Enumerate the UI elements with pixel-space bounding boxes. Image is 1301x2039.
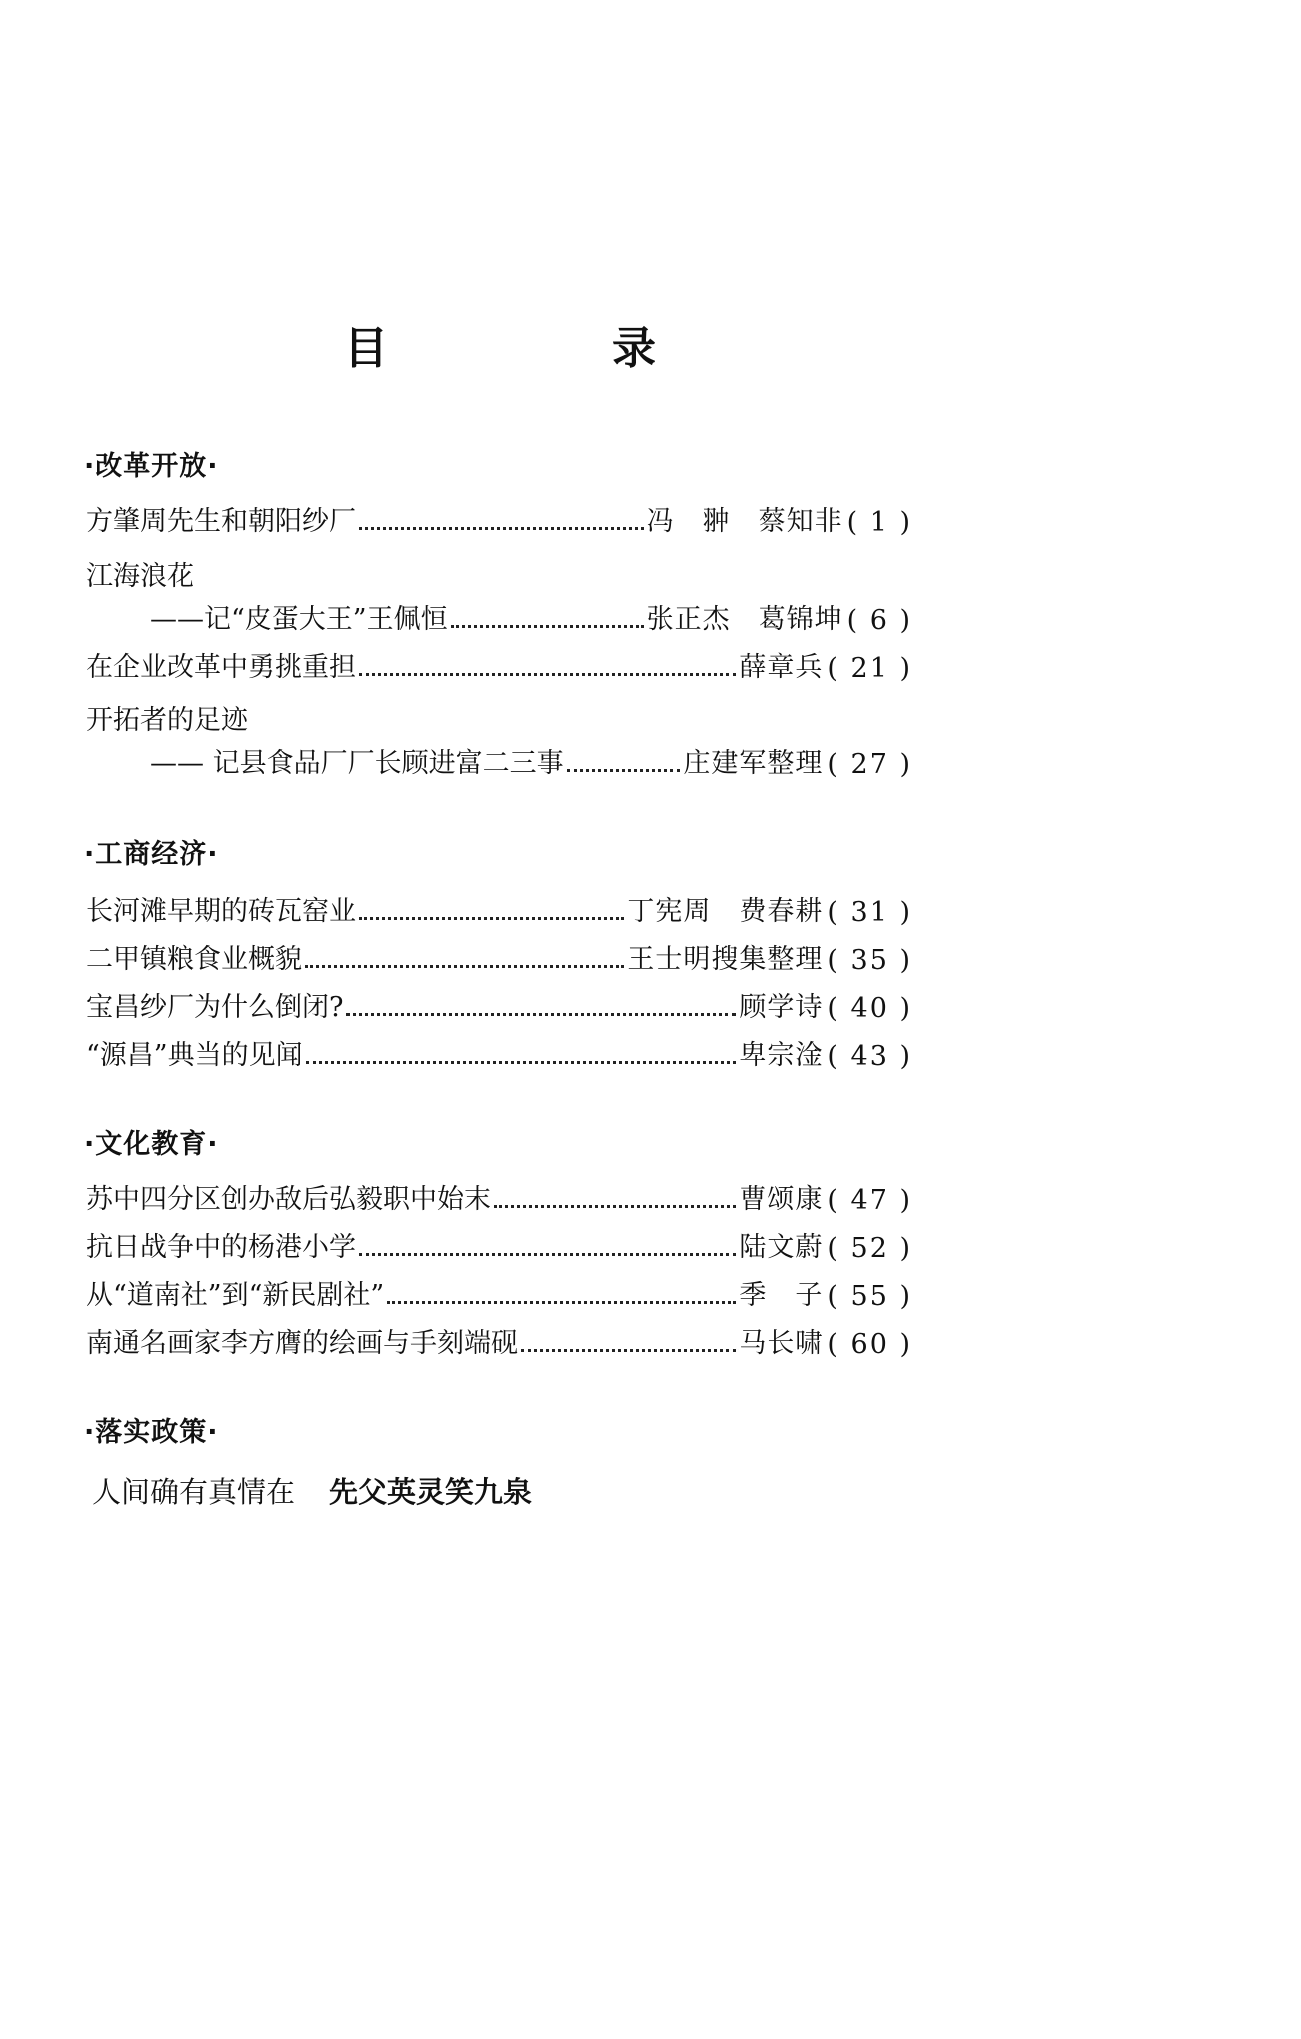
entry-title: —— 记县食品厂厂长顾进富二三事 bbox=[150, 748, 564, 779]
entry-page: ( 27 ) bbox=[827, 749, 912, 780]
leader-dots bbox=[387, 1301, 736, 1304]
toc-entry[interactable] bbox=[86, 1032, 912, 1072]
entry-page: ( 43 ) bbox=[827, 1041, 912, 1072]
entry-author: 薛章兵 bbox=[739, 652, 824, 683]
entry-author: 庄建军整理 bbox=[683, 748, 824, 779]
toc-entry[interactable] bbox=[86, 1176, 912, 1216]
leader-dots bbox=[494, 1205, 736, 1208]
entry-title: 人间确有真情在 bbox=[92, 1475, 296, 1509]
section-heading: ·文化教育· bbox=[84, 1129, 219, 1160]
entry-title: 南通名画家李方膺的绘画与手刻端砚 bbox=[86, 1328, 518, 1359]
leader-dots bbox=[567, 769, 681, 772]
toc-entry-subtitle[interactable] bbox=[150, 596, 912, 636]
entry-title: 长河滩早期的砖瓦窑业 bbox=[86, 896, 356, 927]
toc-entry-subtitle[interactable] bbox=[150, 740, 912, 780]
entry-author: 顾学诗 bbox=[739, 992, 824, 1023]
entry-author: 马长啸 bbox=[739, 1328, 824, 1359]
entry-title: 苏中四分区创办敌后弘毅职中始末 bbox=[86, 1184, 491, 1215]
entry-page: ( 47 ) bbox=[827, 1185, 912, 1216]
entry-author: 曹颂康 bbox=[739, 1184, 824, 1215]
entry-title: 先父英灵笑九泉 bbox=[329, 1475, 533, 1509]
toc-entry[interactable] bbox=[86, 1320, 912, 1360]
toc-entry[interactable] bbox=[86, 984, 912, 1024]
toc-entry[interactable] bbox=[86, 936, 912, 976]
toc-entry[interactable] bbox=[86, 1224, 912, 1264]
toc-entry-title-line[interactable]: 开拓者的足迹 bbox=[86, 705, 248, 736]
entry-page: ( 6 ) bbox=[846, 605, 912, 636]
entry-title: 宝昌纱厂为什么倒闭? bbox=[86, 992, 344, 1023]
leader-dots bbox=[359, 1253, 736, 1256]
leader-dots bbox=[359, 917, 624, 920]
toc-entry-row[interactable] bbox=[92, 1470, 532, 1511]
entry-page: ( 40 ) bbox=[827, 993, 912, 1024]
toc-entry-title-line[interactable]: 江海浪花 bbox=[86, 561, 194, 592]
leader-dots bbox=[359, 527, 644, 530]
entry-author: 卑宗淦 bbox=[739, 1040, 824, 1071]
entry-title: 二甲镇粮食业概貌 bbox=[86, 944, 302, 975]
entry-author: 陆文蔚 bbox=[739, 1232, 824, 1263]
entry-author: 季 子 bbox=[739, 1280, 824, 1311]
entry-page: ( 1 ) bbox=[846, 507, 912, 538]
entry-page: ( 52 ) bbox=[827, 1233, 912, 1264]
toc-entry[interactable] bbox=[86, 1272, 912, 1312]
leader-dots bbox=[521, 1349, 736, 1352]
section-heading: ·工商经济· bbox=[84, 839, 219, 870]
page-title: 目 录 bbox=[344, 323, 746, 374]
leader-dots bbox=[346, 1013, 736, 1016]
leader-dots bbox=[451, 625, 644, 628]
leader-dots bbox=[359, 673, 736, 676]
leader-dots bbox=[306, 1061, 737, 1064]
entry-page: ( 35 ) bbox=[827, 945, 912, 976]
entry-title: 在企业改革中勇挑重担 bbox=[86, 652, 356, 683]
entry-page: ( 60 ) bbox=[827, 1329, 912, 1360]
entry-title: “源昌”典当的见闻 bbox=[86, 1040, 303, 1071]
entry-title: ——记“皮蛋大王”王佩恒 bbox=[150, 604, 448, 635]
leader-dots bbox=[305, 965, 624, 968]
toc-entry[interactable] bbox=[86, 888, 912, 928]
section-heading: ·改革开放· bbox=[84, 451, 219, 482]
entry-author: 王士明搜集整理 bbox=[627, 944, 824, 975]
entry-author: 冯 翀 蔡知非 bbox=[646, 506, 843, 537]
toc-entry[interactable] bbox=[86, 498, 912, 538]
entry-title: 抗日战争中的杨港小学 bbox=[86, 1232, 356, 1263]
entry-page: ( 21 ) bbox=[827, 653, 912, 684]
entry-author: 张正杰 葛锦坤 bbox=[646, 604, 843, 635]
toc-entry[interactable] bbox=[86, 644, 912, 684]
entry-page: ( 55 ) bbox=[827, 1281, 912, 1312]
entry-title: 方肇周先生和朝阳纱厂 bbox=[86, 506, 356, 537]
entry-page: ( 31 ) bbox=[827, 897, 912, 928]
entry-title: 从“道南社”到“新民剧社” bbox=[86, 1280, 385, 1311]
entry-author: 丁宪周 费春耕 bbox=[627, 896, 824, 927]
section-heading: ·落实政策· bbox=[84, 1417, 219, 1448]
